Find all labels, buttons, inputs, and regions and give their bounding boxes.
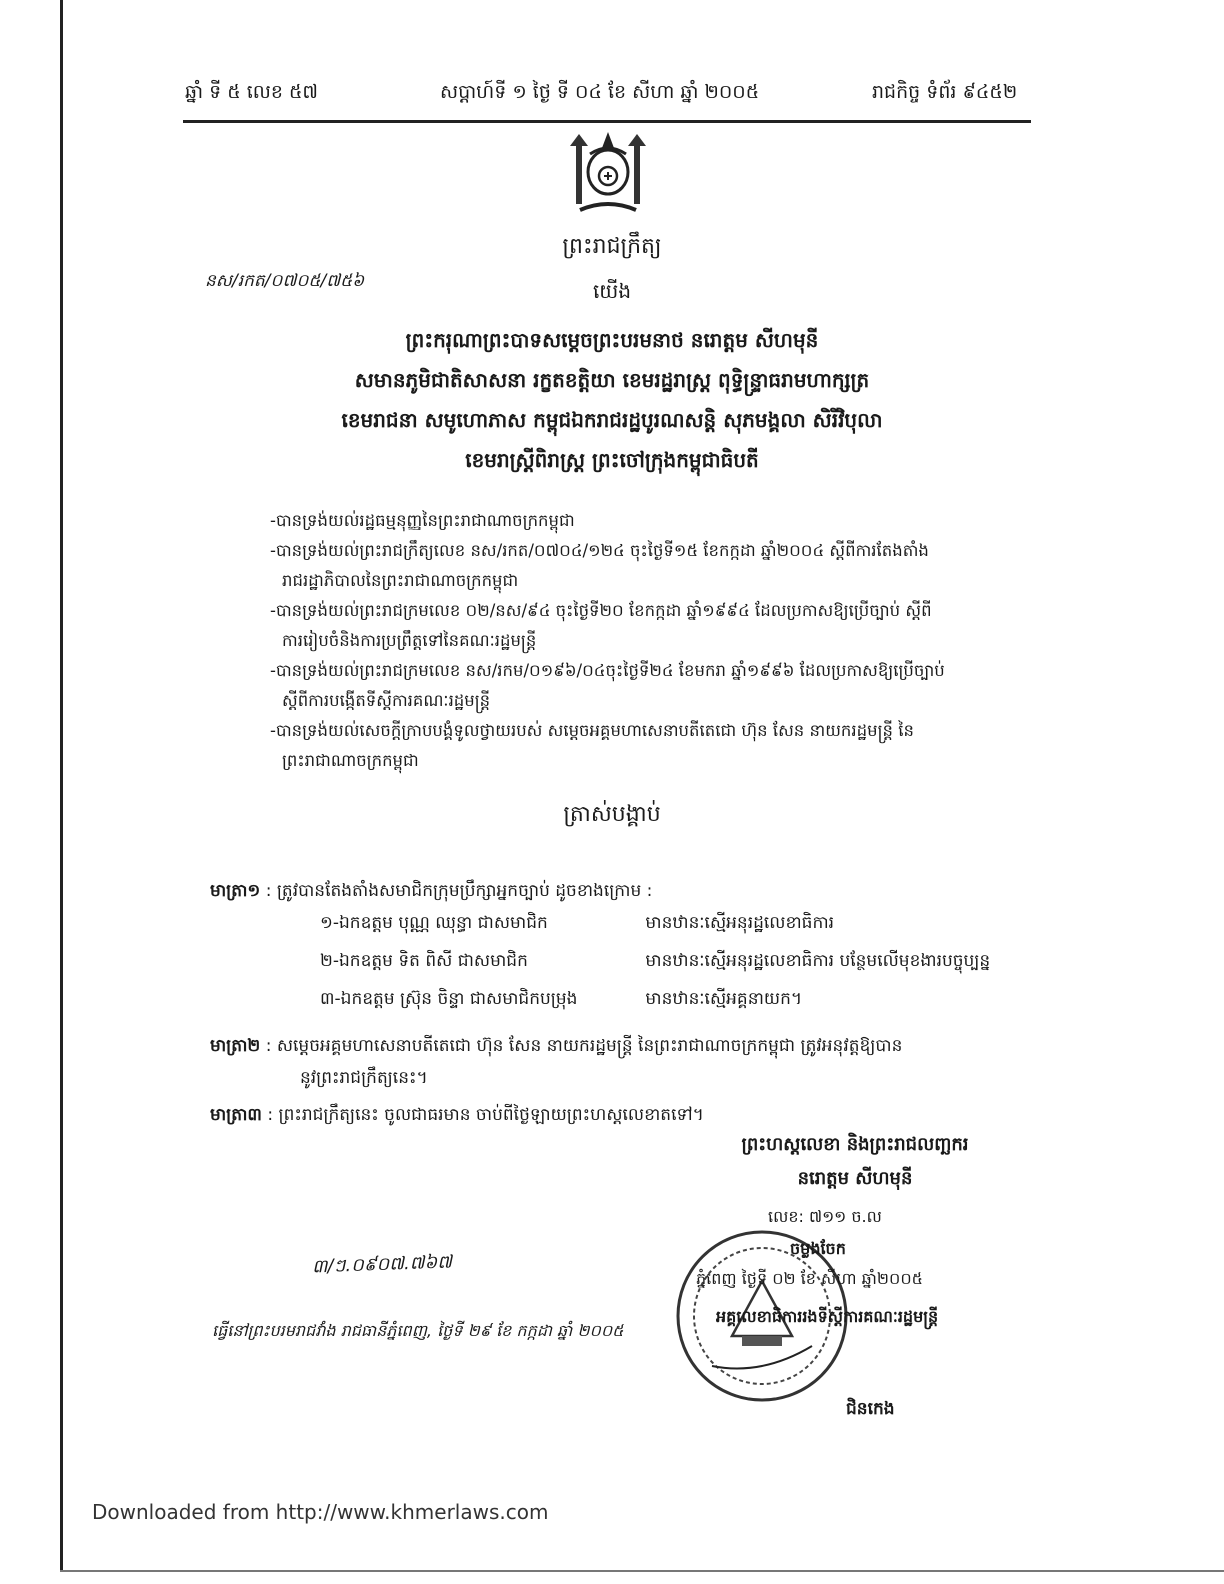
download-footer: Downloaded from http://www.khmerlaws.com (92, 1500, 549, 1524)
place-and-date: ធ្វើនៅព្រះបរមរាជវាំង រាជធានីភ្នំពេញ, ថ្ងៃទី ២៩ ខែ កក្កដា ឆ្នាំ ២០០៥ (212, 1321, 624, 1340)
decree-heading: ត្រាស់បង្គាប់ (563, 802, 661, 827)
header-rule (183, 120, 1031, 123)
signature-name: នរោត្តម សីហមុនី (797, 1168, 913, 1189)
handwritten-reference: ៣/ៗ.០៩០៧.៧៦៧ (311, 1251, 453, 1278)
member-name: ១-ឯកឧត្តម បុណ្ណ ឈុន្ធា ជាសមាជិក (320, 913, 548, 933)
article-text: : ព្រះរាជក្រឹត្យនេះ ចូលជាធរមាន ចាប់ពីថ្ងៃឡាយព្រះហស្តលេខាតទៅ។ (267, 1105, 704, 1125)
article-text: : សម្តេចអគ្គមហាសេនាបតីតេជោ ហ៊ុន សែន នាយករដ្ឋមន្ត្រី នៃព្រះរាជាណាចក្រកម្ពុជា ត្រូវអនុវត្តឱ្យបាន (265, 1036, 903, 1056)
king-title-line: ខេមរាស្រ្តីពិរាស្ត្រ ព្រះចៅក្រុងកម្ពុជាធិបតី (465, 448, 759, 472)
context-item (270, 716, 1030, 776)
reference-number: នស/រកត/០៧០៥/៧៥៦ (205, 271, 365, 291)
king-title-line: ខេមរាជនា សមូហោភាស កម្ពុជឯករាជរដ្ឋបូរណសន្តិ សុភមង្គលា សិរីវិបុលា (341, 408, 883, 432)
article-2 (210, 1030, 1030, 1094)
copy-office: អគ្គលេខាធិការរងទីស្តីការគណៈរដ្ឋមន្ត្រី (716, 1307, 939, 1326)
member-list (320, 912, 990, 1026)
context-item (270, 506, 1030, 536)
article-label: មាត្រា១ (210, 881, 261, 901)
member-row (320, 912, 990, 950)
context-item (270, 536, 1030, 596)
king-title-block (0, 320, 1224, 480)
context-line: -បានទ្រង់យល់ព្រះរាជក្រឹត្យលេខ នស/រកត/០៧០៤/១២៤ ចុះថ្ងៃទី១៥ ខែកក្កដា ឆ្នាំ២០០៤ ស្តីពីការតែងតាំង (270, 541, 929, 560)
context-line: រាជរដ្ឋាភិបាលនៃព្រះរាជាណាចក្រកម្ពុជា (282, 571, 519, 590)
article-3 (210, 1104, 704, 1129)
king-title-line: សមានភូមិជាតិសាសនា រក្ខតខត្តិយា ខេមរដ្ឋរាស្ត្រ ពុទ្ធិន្ទ្រាធរាមហាក្សត្រ (354, 368, 870, 392)
context-line: -បានទ្រង់យល់ព្រះរាជក្រមលេខ ០២/នស/៩៤ ចុះថ្ងៃទី២០ ខែកក្កដា ឆ្នាំ១៩៩៤ ដែលប្រកាសឱ្យប្រើច្បាប់ ស្តីពី (270, 601, 932, 620)
header-issue: ឆ្នាំ ទី ៥ លេខ ៥៧ (185, 81, 318, 103)
article-label: មាត្រា៣ (210, 1105, 262, 1125)
article-1 (210, 880, 652, 905)
context-item (270, 596, 1030, 656)
bottom-edge-line (60, 1570, 1224, 1572)
context-line: ការរៀបចំនិងការប្រព្រឹត្តទៅនៃគណៈរដ្ឋមន្ត្រី (282, 631, 537, 650)
context-line: ស្តីពីការបង្កើតទីស្តីការគណៈរដ្ឋមន្ត្រី (282, 691, 491, 710)
article-text: នូវព្រះរាជក្រឹត្យនេះ។ (300, 1068, 428, 1088)
signature-number: លេខ: ៧១១ ច.ល (768, 1207, 882, 1226)
member-row (320, 988, 990, 1026)
context-line: -បានទ្រង់យល់ព្រះរាជក្រមលេខ នស/រកម/០១៩៦/០៤ចុះថ្ងៃទី២៤ ខែមករា ឆ្នាំ១៩៩៦ ដែលប្រកាសឱ្យប្រើច្បាប់ (270, 661, 945, 680)
royal-signature-block (690, 1128, 1020, 1196)
context-line: ព្រះរាជាណាចក្រកម្ពុជា (282, 751, 419, 770)
article-text: : ត្រូវបានតែងតាំងសមាជិកក្រុមប្រឹក្សាអ្នកច្បាប់ ដូចខាងក្រោម : (265, 881, 653, 901)
copy-signer-name: ជិនកេង (846, 1399, 895, 1419)
header-page: រាជកិច្ច ទំព័រ ៩៤៥២ (872, 81, 1018, 103)
member-rank: មានឋានៈស្មើអគ្គនាយក។ (645, 989, 803, 1009)
member-row (320, 950, 990, 988)
copy-label: ចម្លងចែក (790, 1239, 846, 1258)
we-heading: យើង (592, 279, 632, 303)
member-name: ២-ឯកឧត្តម ទិត ពិសី ជាសមាជិក (320, 951, 528, 971)
member-name: ៣-ឯកឧត្តម ស្រ៊ុន ចិន្ទា ជាសមាជិកបម្រុង (320, 989, 578, 1009)
copy-place-date: ភ្នំពេញ ថ្ងៃទី ០២ ខែ សីហា ឆ្នាំ២០០៥ (696, 1269, 923, 1288)
signature-caption: ព្រះហស្តលេខា និងព្រះរាជលញ្ឆករ (741, 1134, 969, 1155)
decree-title: ព្រះរាជក្រឹត្យ (562, 234, 662, 259)
royal-emblem-icon (560, 126, 656, 222)
context-item (270, 656, 1030, 716)
context-line: -បានទ្រង់យល់រដ្ឋធម្មនុញ្ញនៃព្រះរាជាណាចក្រកម្ពុជា (270, 511, 575, 530)
member-rank: មានឋានៈស្មើអនុរដ្ឋលេខាធិការ បន្ថែមលើមុខងារបច្ចុប្បន្ន (645, 951, 991, 971)
header-date: សប្តាហ៍ទី ១ ថ្ងៃ ទី ០៤ ខែ សីហា ឆ្នាំ ២០០៥ (440, 81, 760, 103)
article-label: មាត្រា២ (210, 1036, 261, 1056)
legal-context-list (270, 506, 1030, 776)
context-line: -បានទ្រង់យល់សេចក្តីក្រាបបង្គំទូលថ្វាយរបស់ សម្តេចអគ្គមហាសេនាបតីតេជោ ហ៊ុន សែន នាយករដ្ឋមន្ត្រី នៃ (270, 721, 914, 740)
king-title-line: ព្រះករុណាព្រះបាទសម្តេចព្រះបរមនាថ នរោត្តម សីហមុនី (405, 328, 819, 352)
member-rank: មានឋានៈស្មើអនុរដ្ឋលេខាធិការ (645, 913, 835, 933)
